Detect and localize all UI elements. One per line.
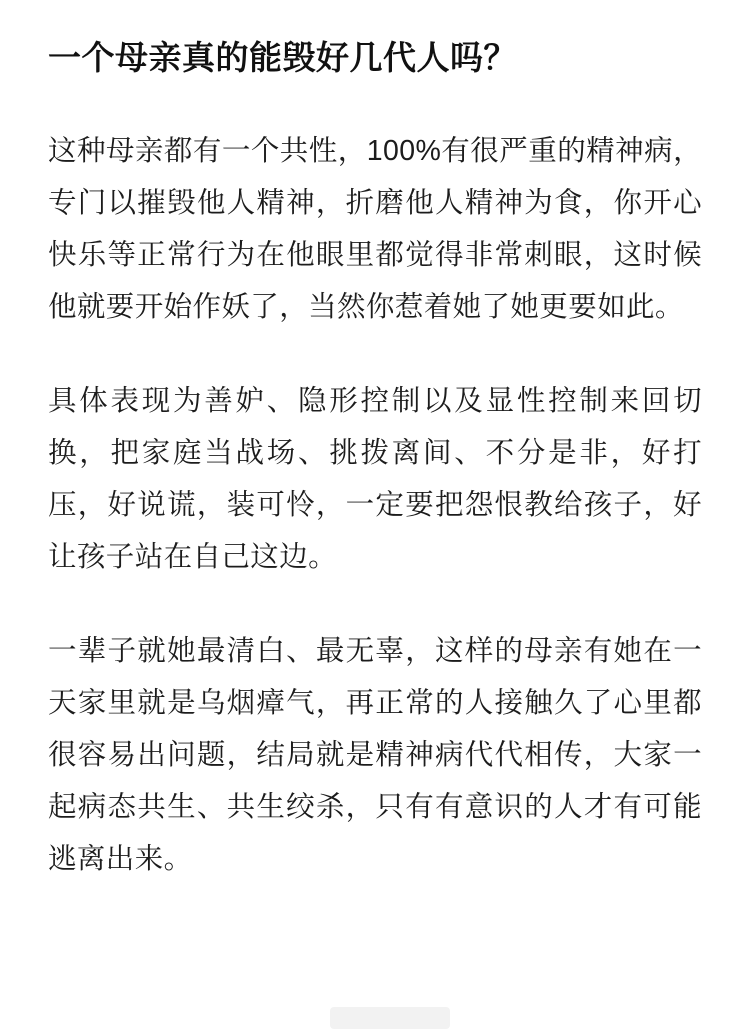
watermark-overlay (330, 1007, 450, 1029)
page-title: 一个母亲真的能毁好几代人吗？ (48, 39, 517, 76)
paragraph: 具体表现为善妒、隐形控制以及显性控制来回切换，把家庭当战场、挑拨离间、不分是非，好打压，好说谎，装可怜，一定要把怨恨教给孩子，好让孩子站在自己这边。 (48, 384, 702, 573)
paragraph: 一辈子就她最清白、最无辜，这样的母亲有她在一天家里就是乌烟瘴气，再正常的人接触久了心里都很容易出问题，结局就是精神病代代相传，大家一起病态共生、共生绞杀，只有有意识的人才有可能逃离出来。 (48, 634, 702, 875)
article-body (48, 125, 702, 885)
paragraph: 这种母亲都有一个共性，100%有很严重的精神病，专门以摧毁他人精神，折磨他人精神为食，你开心快乐等正常行为在他眼里都觉得非常刺眼，这时候他就要开始作妖了，当然你惹着她了她更要如此。 (48, 134, 702, 323)
